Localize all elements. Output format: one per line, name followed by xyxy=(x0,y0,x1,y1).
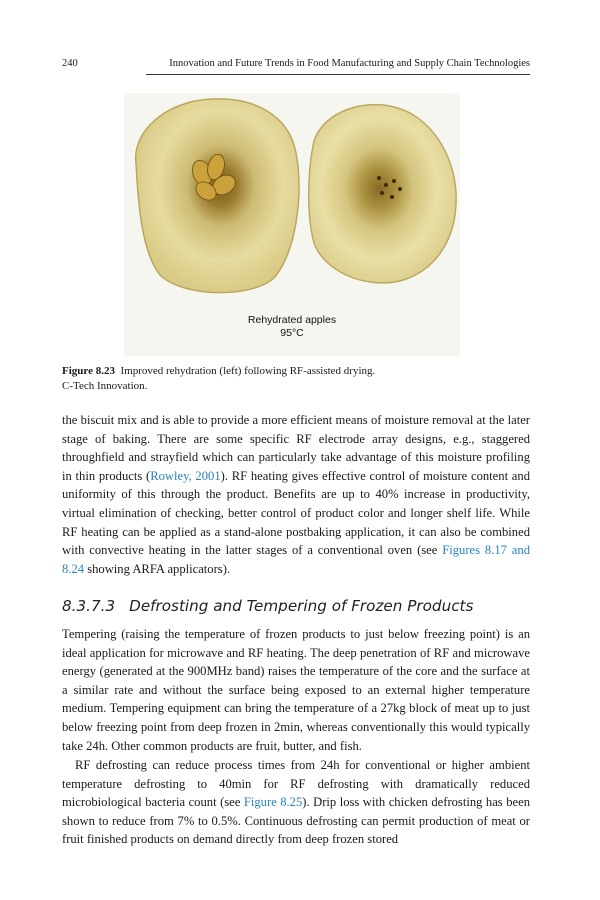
page-number: 240 xyxy=(62,58,78,69)
paragraph-text: showing ARFA applicators). xyxy=(84,561,231,576)
citation-link-rowley[interactable]: Rowley, 2001 xyxy=(150,468,221,483)
figure-caption xyxy=(62,364,482,394)
figure-link-8-25[interactable]: Figure 8.25 xyxy=(243,795,303,810)
paragraph-baking xyxy=(62,411,530,578)
paragraph-text: the biscuit mix and is able to provide a more efficient means of moisture removal at the later stage of baking. There are some specific RF electrode array designs, e.g., staggered throughfield and strayfield which can particularly take advantage of this moisture profiling in thin products ( xyxy=(62,413,530,483)
section-title: Defrosting and Tempering of Frozen Products xyxy=(129,597,474,615)
paragraph-rf-defrosting xyxy=(62,756,530,849)
figure-label-title: Rehydrated apples xyxy=(247,314,337,326)
figure-caption-credit: C-Tech Innovation. xyxy=(62,380,148,392)
left-apple-slice xyxy=(136,99,299,293)
figure-link-8-17-8-24[interactable]: Figures 8.17 and 8.24 xyxy=(62,543,530,576)
paragraph-text: RF defrosting can reduce process times from 24h for conventional or higher ambient temperature defrosting to 40min for RF defrosting with dramatically reduced microbiological bacteria count (see xyxy=(62,758,530,810)
running-header xyxy=(62,57,530,71)
header-rule xyxy=(146,74,530,75)
figure-rehydrated-apples xyxy=(124,93,460,356)
section-number: 8.3.7.3 xyxy=(62,597,116,615)
running-title: Innovation and Future Trends in Food Manufacturing and Supply Chain Technologies xyxy=(169,58,530,69)
figure-label-temperature: 95°C xyxy=(280,327,304,339)
figure-caption-label: Figure 8.23 xyxy=(62,365,115,377)
figure-caption-text: Improved rehydration (left) following RF-assisted drying. xyxy=(120,365,376,377)
paragraph-tempering: Tempering (raising the temperature of frozen products to just below freezing point) is an ideal application for microwave and RF heating. The deep penetration of RF and microwave energy (generated at the 900MHz band) raises the temperature of the core and the surface at a similar rate and without the surface being exposed to an external higher temperature medium. Tempering equipment can bring the temperature of a 27kg block of meat up to just below freezing point from deep frozen in 2min, whereas conventionally this would typically take 24h. Other common products are fruit, butter, and fish. xyxy=(62,627,530,753)
paragraph-text: ). RF heating gives effective control of moisture content and uniformity of this through the product. Benefits are up to 40% increase in productivity, virtual elimination of checking, better control of product color and longer shelf life. While RF heating can be applied as a stand-alone postbaking application, it can also be combined with convective heating in the latter stages of a conventional oven (see xyxy=(62,468,530,558)
section-heading xyxy=(62,596,530,616)
paragraph-text: ). Drip loss with chicken defrosting has been shown to reduce from 7% to 0.5%. Continuous defrosting can permit production of meat or fruit finished products on demand directly from deep frozen stored xyxy=(62,795,530,847)
